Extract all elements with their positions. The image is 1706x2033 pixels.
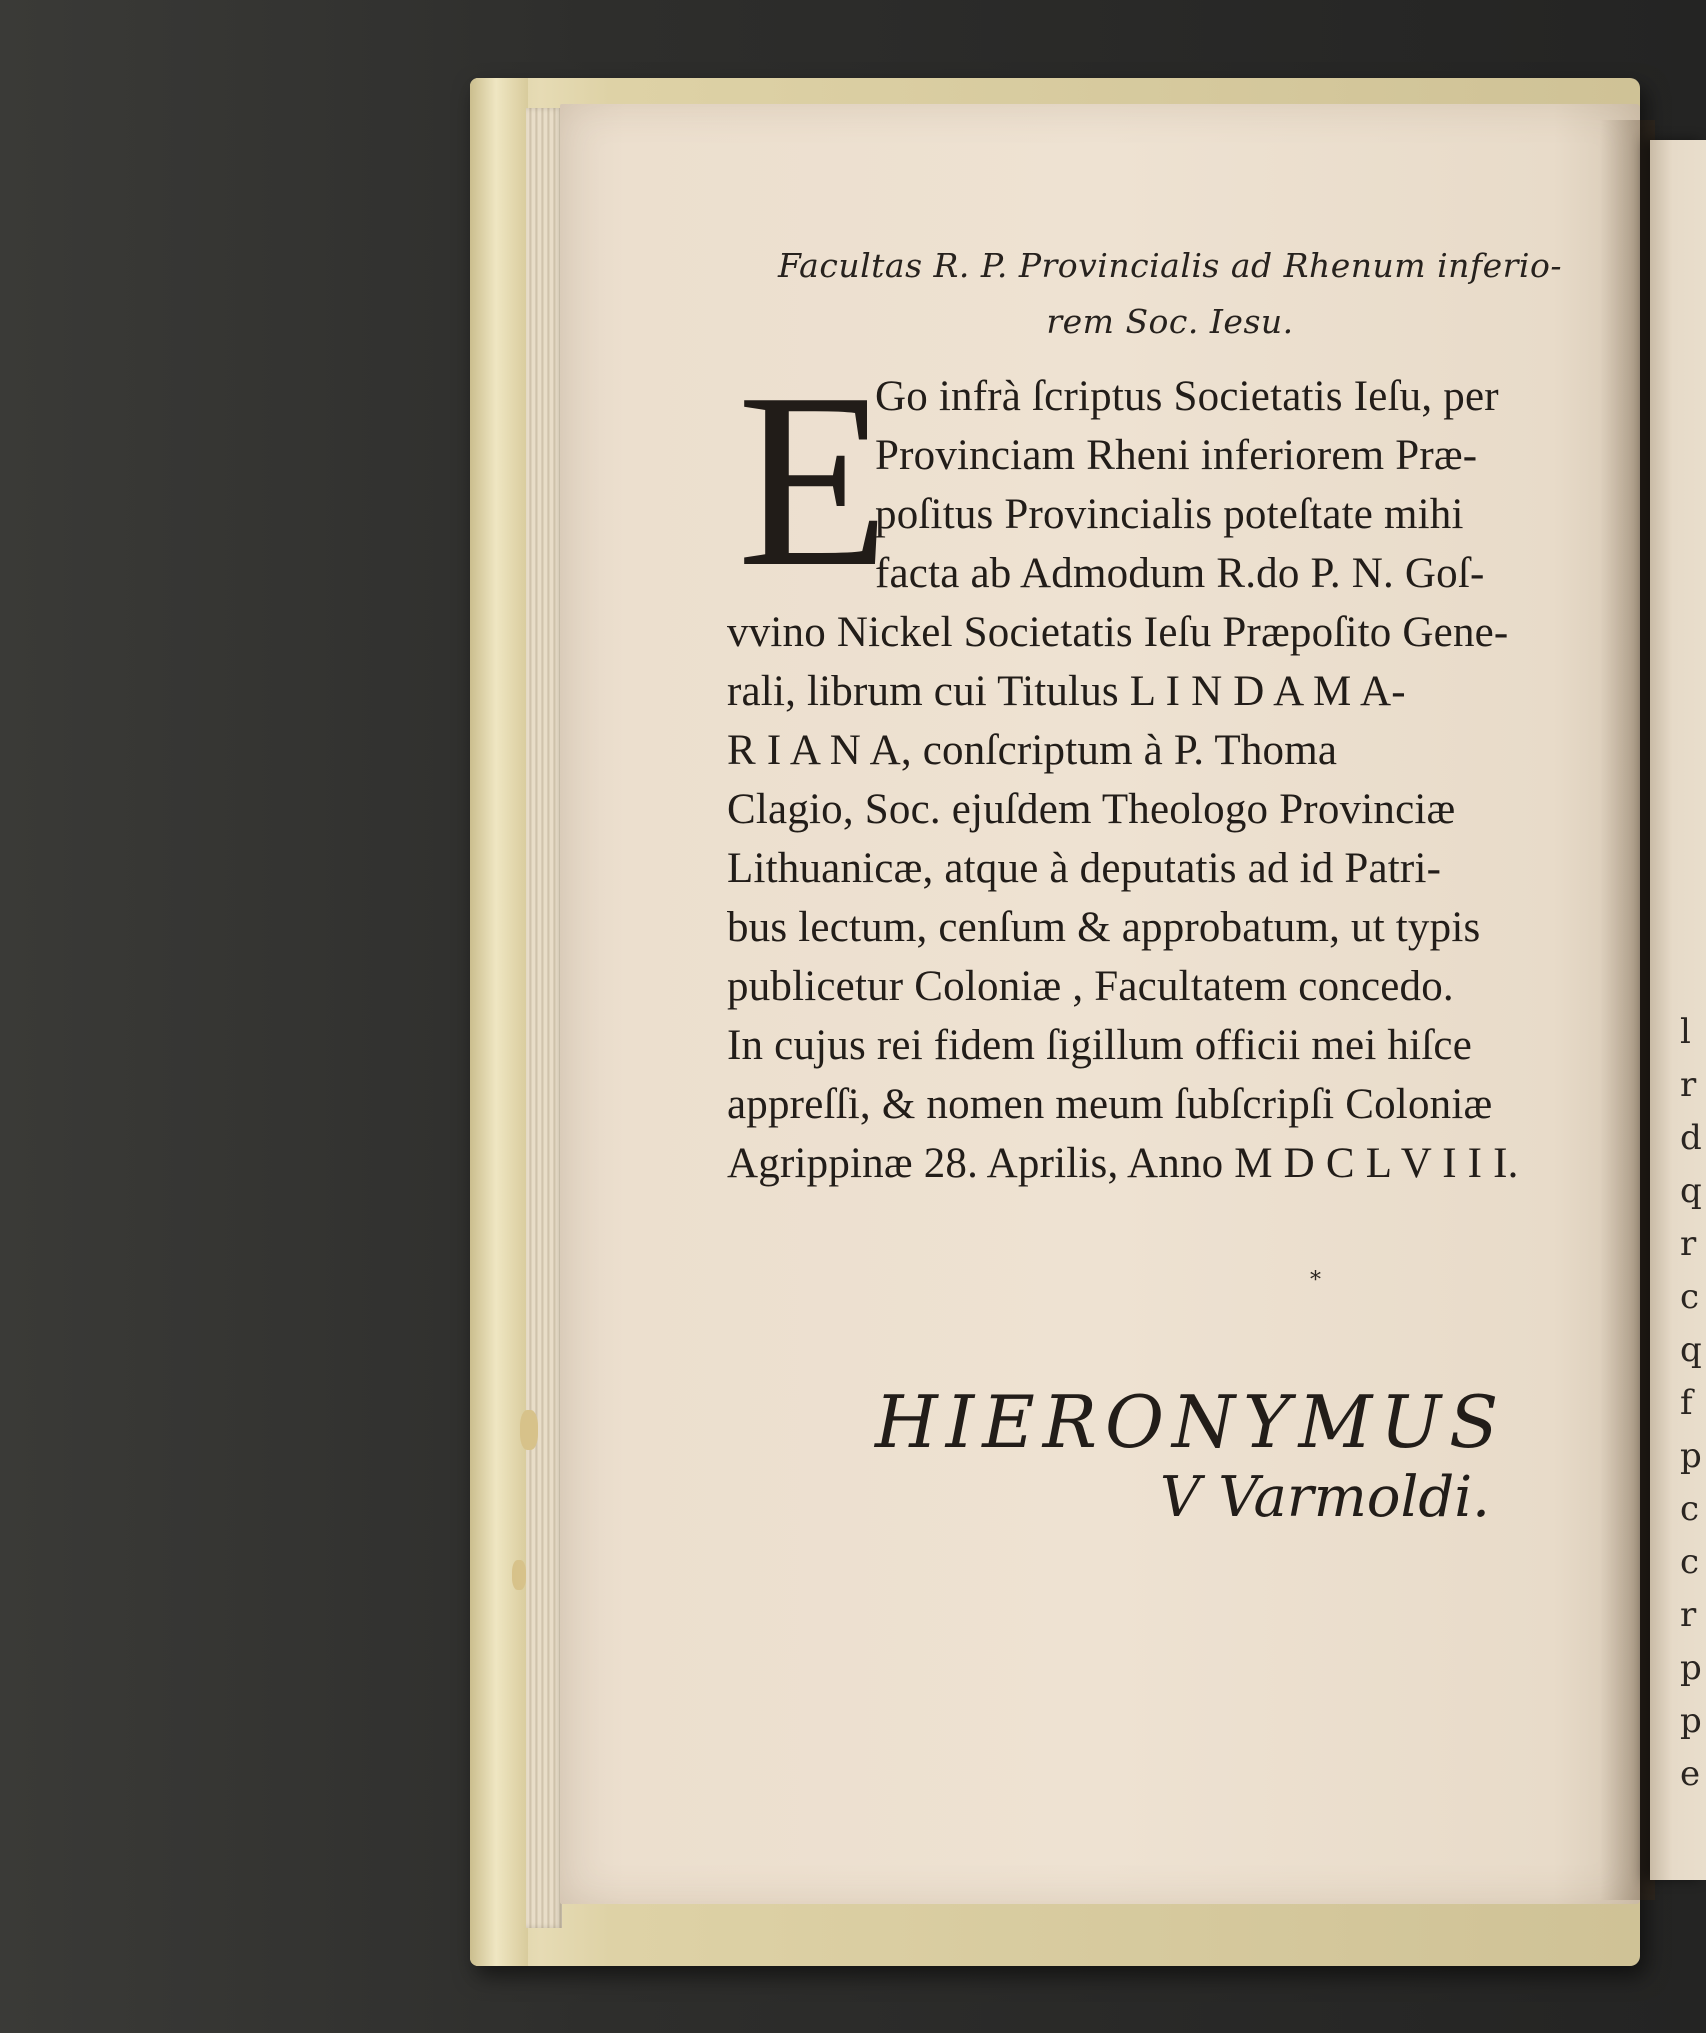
- facing-page-letter: c: [1680, 1542, 1700, 1582]
- header-line-2: rem Soc. Iesu.: [1046, 302, 1294, 341]
- facing-page-letter: p: [1680, 1648, 1702, 1688]
- body-line: In cujus rei fidem ſigillum officii mei hiſce: [727, 1022, 1472, 1069]
- body-line: appreſſi, & nomen meum ſubſcripſi Coloniæ: [727, 1081, 1493, 1128]
- facing-page-letter: p: [1680, 1436, 1702, 1476]
- facing-page-letter: c: [1680, 1277, 1700, 1317]
- body-line: vvino Nickel Societatis Ieſu Præpoſito Gene-: [727, 609, 1509, 656]
- drop-cap: E: [737, 342, 890, 619]
- body-line: R I A N A, conſcriptum à P. Thoma: [727, 727, 1338, 774]
- facing-page-letter: p: [1680, 1701, 1702, 1741]
- page-damage: [512, 1560, 526, 1590]
- body-line: Go infrà ſcriptus Societatis Ieſu, per: [875, 373, 1499, 420]
- body-line: facta ab Admodum R.do P. N. Goſ-: [875, 550, 1485, 597]
- body-line: rali, librum cui Titulus L I N D A M A-: [727, 668, 1406, 715]
- signature-surname: V Varmoldi.: [1160, 1465, 1490, 1530]
- facing-page-letter: r: [1680, 1224, 1697, 1264]
- signature-name: HIERONYMUS: [875, 1380, 1507, 1464]
- facing-page: [1650, 140, 1706, 1880]
- facing-page-letter: c: [1680, 1489, 1700, 1529]
- page-damage: [520, 1410, 538, 1450]
- facing-page-letter: d: [1680, 1118, 1702, 1158]
- body-line: Lithuanicæ, atque à deputatis ad id Patri-: [727, 845, 1442, 892]
- gutter-shadow: [1600, 120, 1655, 1900]
- page-block-edges: [526, 108, 562, 1928]
- facing-page-letter: f: [1680, 1383, 1693, 1423]
- body-line: Clagio, Soc. ejuſdem Theologo Provinciæ: [727, 786, 1456, 833]
- page-header: [720, 238, 1620, 350]
- body-line: poſitus Provincialis poteſtate mihi: [875, 491, 1464, 538]
- facing-page-letter: q: [1680, 1330, 1702, 1370]
- body-line: Agrippinæ 28. Aprilis, Anno M D C L V I I I.: [727, 1140, 1519, 1187]
- facing-page-letter: r: [1680, 1595, 1697, 1635]
- ornament-mark: *: [1310, 1268, 1321, 1293]
- body-line: bus lectum, cenſum & approbatum, ut typis: [727, 904, 1481, 951]
- facing-page-letter: e: [1680, 1754, 1701, 1794]
- facing-page-letter: l: [1680, 1012, 1691, 1052]
- body-line: Provinciam Rheni inferiorem Præ-: [875, 432, 1478, 479]
- book-spine: [470, 78, 528, 1966]
- header-line-1: Facultas R. P. Provincialis ad Rhenum inferio-: [778, 246, 1562, 285]
- facing-page-letter: q: [1680, 1171, 1702, 1211]
- facing-page-letter: r: [1680, 1065, 1697, 1105]
- body-line: publicetur Coloniæ , Facultatem concedo.: [727, 963, 1454, 1010]
